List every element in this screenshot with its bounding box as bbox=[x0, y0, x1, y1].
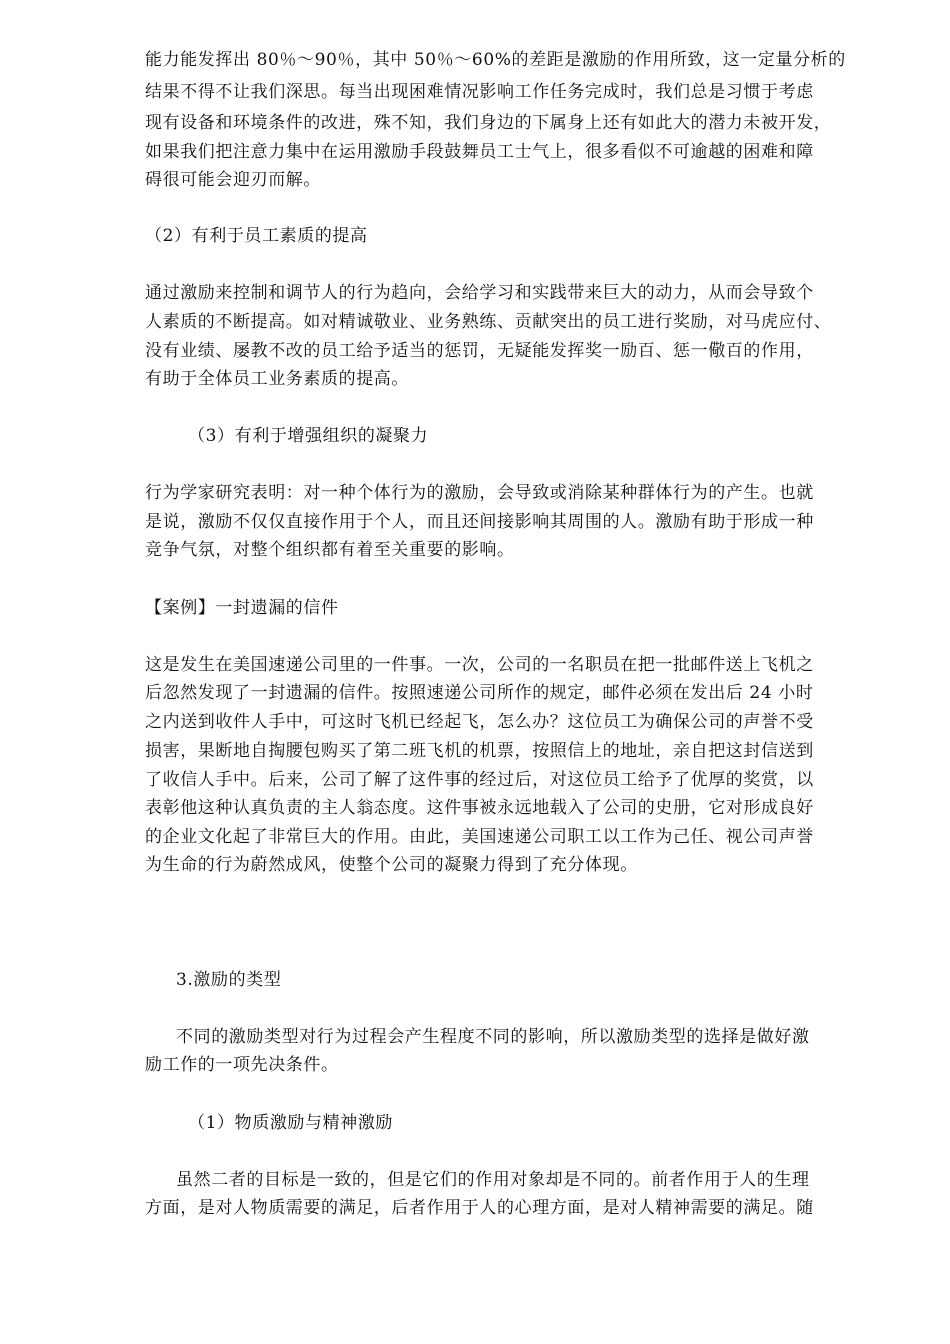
section-heading: （1）物质激励与精神激励 bbox=[188, 1113, 394, 1133]
case-heading: 【案例】一封遗漏的信件 bbox=[145, 598, 339, 618]
body-text-line: 是说，激励不仅仅直接作用于个人，而且还间接影响其周围的人。激励有助于形成一种 bbox=[145, 512, 814, 532]
body-text-line: 的企业文化起了非常巨大的作用。由此，美国速递公司职工以工作为己任、视公司声誉 bbox=[145, 827, 814, 847]
body-text-line: 行为学家研究表明：对一种个体行为的激励，会导致或消除某种群体行为的产生。也就 bbox=[145, 483, 814, 503]
body-text-line: 人素质的不断提高。如对精诚敬业、业务熟练、贡献突出的员工进行奖励，对马虎应付、 bbox=[145, 312, 832, 332]
body-text-line: 如果我们把注意力集中在运用激励手段鼓舞员工士气上，很多看似不可逾越的困难和障 bbox=[145, 142, 814, 162]
body-text-line: 之内送到收件人手中，可这时飞机已经起飞，怎么办？这位员工为确保公司的声誉不受 bbox=[145, 712, 814, 732]
body-text-line: 结果不得不让我们深思。每当出现困难情况影响工作任务完成时，我们总是习惯于考虑 bbox=[145, 82, 814, 102]
body-text-line: 损害，果断地自掏腰包购买了第二班飞机的机票，按照信上的地址，亲自把这封信送到 bbox=[145, 741, 814, 761]
body-text-line: 了收信人手中。后来，公司了解了这件事的经过后，对这位员工给予了优厚的奖赏，以 bbox=[145, 770, 814, 790]
section-heading: （2）有利于员工素质的提高 bbox=[145, 226, 368, 246]
body-text-line: 后忽然发现了一封遗漏的信件。按照速递公司所作的规定，邮件必须在发出后 24 小时 bbox=[145, 683, 814, 703]
section-heading: 3.激励的类型 bbox=[176, 970, 282, 990]
body-text-line: 现有设备和环境条件的改进，殊不知，我们身边的下属身上还有如此大的潜力未被开发， bbox=[145, 113, 832, 133]
body-text-line: 方面，是对人物质需要的满足，后者作用于人的心理方面，是对人精神需要的满足。随 bbox=[145, 1198, 814, 1218]
body-text-line: 碍很可能会迎刃而解。 bbox=[145, 170, 321, 190]
body-text-line: 通过激励来控制和调节人的行为趋向，会给学习和实践带来巨大的动力，从而会导致个 bbox=[145, 283, 814, 303]
body-text-line: 为生命的行为蔚然成风，使整个公司的凝聚力得到了充分体现。 bbox=[145, 855, 638, 875]
body-text-line: 竞争气氛，对整个组织都有着至关重要的影响。 bbox=[145, 540, 515, 560]
body-text-line: 表彰他这种认真负责的主人翁态度。这件事被永远地载入了公司的史册，它对形成良好 bbox=[145, 798, 814, 818]
section-heading: （3）有利于增强组织的凝聚力 bbox=[188, 426, 429, 446]
body-text-line: 这是发生在美国速递公司里的一件事。一次，公司的一名职员在把一批邮件送上飞机之 bbox=[145, 655, 814, 675]
body-text-line: 能力能发挥出 80％～90％，其中 50％～60%的差距是激励的作用所致，这一定量分析的 bbox=[145, 50, 846, 70]
body-text-line: 不同的激励类型对行为过程会产生程度不同的影响，所以激励类型的选择是做好激 bbox=[176, 1027, 810, 1047]
body-text-line: 励工作的一项先决条件。 bbox=[145, 1055, 339, 1075]
body-text-line: 没有业绩、屡教不改的员工给予适当的惩罚，无疑能发挥奖一励百、惩一儆百的作用， bbox=[145, 341, 814, 361]
body-text-line: 虽然二者的目标是一致的，但是它们的作用对象却是不同的。前者作用于人的生理 bbox=[176, 1170, 810, 1190]
body-text-line: 有助于全体员工业务素质的提高。 bbox=[145, 369, 409, 389]
